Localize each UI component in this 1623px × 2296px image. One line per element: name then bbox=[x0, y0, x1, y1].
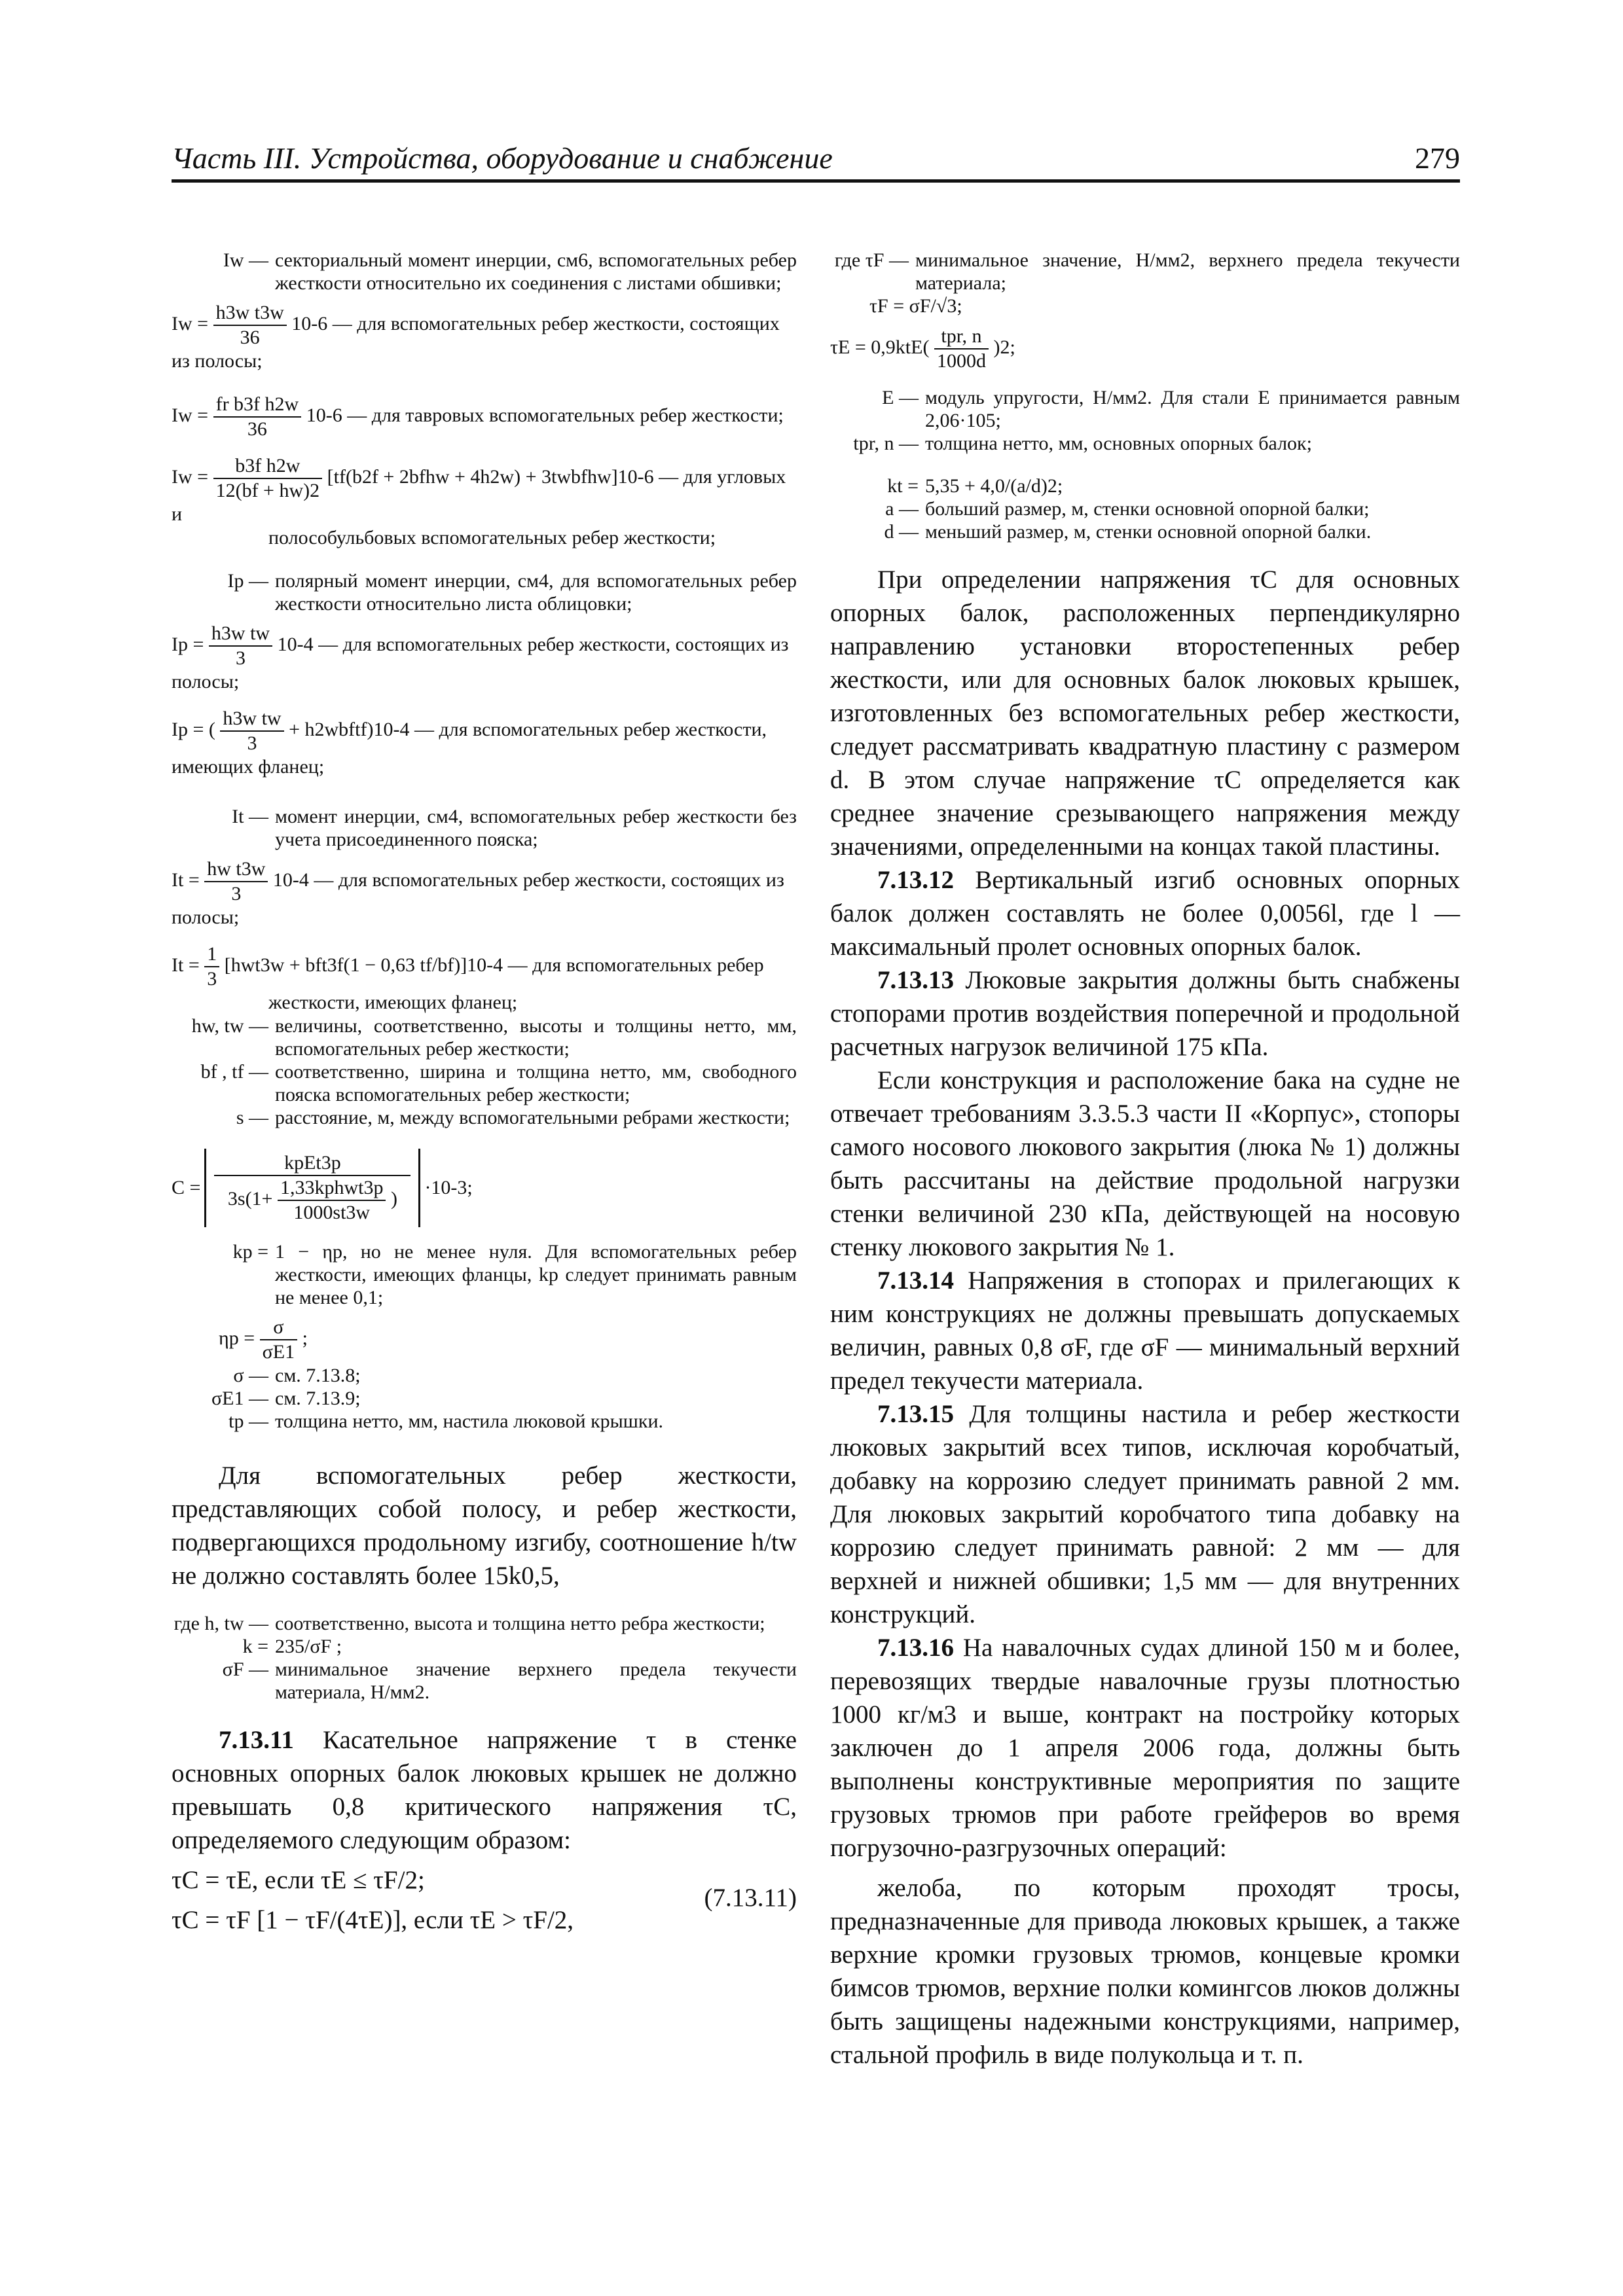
definition: σE1 — см. 7.13.9; bbox=[211, 1388, 361, 1409]
right-column bbox=[830, 249, 1460, 2072]
page-number: 279 bbox=[1415, 141, 1460, 175]
definition: kp = 1 − ηp, но не менее нуля. Для вспомогательных ребер жесткости, имеющих фланцы, kp следует принимать равным не менее 0,1; bbox=[232, 1241, 797, 1308]
formula-eta: ηp = $\frac{\sigma}{\sigma E1}$ ; bbox=[219, 1316, 308, 1363]
formula-continuation: жесткости, имеющих фланец; bbox=[268, 992, 518, 1013]
definition: E — модуль упругости, Н/мм2. Для стали E принимается равным 2,06·105; bbox=[882, 387, 1460, 431]
formula-ip-strip: Ip = $\frac{\text{h3w tw}}{3}$ 10-4 — для вспомогательных ребер жесткости, состоящих из полосы; bbox=[172, 622, 789, 692]
body-paragraph: При определении напряжения τC для основных опорных балок, расположенных перпендикулярно направлению установки второстепенных ребер жесткости, или для основных балок люковых крышек, изготовленных без вспомогательных ребер жесткости, следует рассматривать квадратную пластину с размером d. В этом случае напряжение τC определяется как среднее значение срезывающего напряжения между значениями, определенными на концах такой пластины. bbox=[830, 565, 1460, 861]
section-paragraph: 7.13.15 Для толщины настила и ребер жесткости люковых закрытий всех типов, исключая коробчатый, добавку на коррозию следует принимать равной 2 мм. Для люковых закрытий коробчатого типа добавку на коррозию следует принимать равной: 2 мм — для верхней и нижней обшивки; 1,5 мм — для внутренних конструкций. bbox=[830, 1400, 1461, 1628]
definition: где h, tw — соответственно, высота и толщина нетто ребра жесткости; bbox=[173, 1613, 765, 1634]
definition: hw, tw — величины, соответственно, высоты и толщины нетто, мм, вспомогательных ребер жесткости; bbox=[191, 1015, 797, 1060]
definition: a — больший размер, м, стенки основной опорной балки; bbox=[885, 498, 1370, 520]
definition: kt = 5,35 + 4,0/(a/d)2; bbox=[887, 475, 1063, 497]
formula-tau-f: τF = σF/√3; bbox=[869, 295, 962, 317]
section-number: 7.13.16 bbox=[877, 1634, 954, 1662]
formula-tau-e: τE = 0,9ktE( tpr, n 1000d )2; bbox=[830, 325, 1015, 372]
definition: σ — см. 7.13.8; bbox=[233, 1365, 361, 1386]
section-paragraph: 7.13.12 Вертикальный изгиб основных опорных балок должен составлять не более 0,0056l, где l — максимальный пролет основных опорных балок. bbox=[830, 866, 1460, 961]
definition: где τF — минимальное значение, Н/мм2, верхнего предела текучести материала; bbox=[834, 249, 1460, 294]
formula-iw-tee: Iw = $\frac{\text{fr b3f h2w}}{36}$ 10-6 — для тавровых вспомогательных ребер жесткости; bbox=[172, 393, 784, 440]
body-paragraph: Для вспомогательных ребер жесткости, представляющих собой полосу, и ребер жесткости, подвергающихся продольному изгибу, соотношение h/tw не должно составлять более 15k0,5, bbox=[172, 1462, 797, 1590]
section-number: 7.13.12 bbox=[877, 866, 954, 894]
section-number: 7.13.15 bbox=[877, 1400, 954, 1428]
definition: d — меньший размер, м, стенки основной опорной балки. bbox=[884, 521, 1372, 543]
section-paragraph: 7.13.16 На навалочных судах длиной 150 м и более, перевозящих твердые навалочные грузы плотностью 1000 кг/м3 и выше, контракт на постройку которых заключен до 1 апреля 2006 года, должны быть выполнены конструктивные мероприятия по защите грузовых трюмов при работе грейферов во время погрузочно-разгрузочных операций: bbox=[830, 1634, 1461, 1862]
definition: tpr, n — толщина нетто, мм, основных опорных балок; bbox=[853, 433, 1312, 454]
section-paragraph: 7.13.11 Касательное напряжение τ в стенке основных опорных балок люковых крышек не должно превышать 0,8 критического напряжения τC, определяемого следующим образом: bbox=[172, 1726, 797, 1854]
definition: tp — толщина нетто, мм, настила люковой крышки. bbox=[228, 1410, 664, 1432]
formula-iw-angle: Iw = $\frac{\text{b3f h2w}}{12(bf + hw)2}$ [tf(b2f + 2bfhw + 4h2w) + 3twbfhw]10-6 — для угловых и bbox=[172, 455, 786, 525]
formula-tau: τC = τE, если τE ≤ τF/2; τC = τF [1 − τF/(4τE)], если τE > τF/2, (7.13.11) bbox=[172, 1866, 797, 1934]
section-paragraph: 7.13.13 Люковые закрытия должны быть снабжены стопорами против воздействия поперечной и продольной расчетных нагрузок величиной 175 кПа. bbox=[830, 966, 1460, 1061]
section-paragraph: 7.13.14 Напряжения в стопорах и прилегающих к ним конструкциях не должны превышать допускаемых величин, равных 0,8 σF, где σF — минимальный верхний предел текучести материала. bbox=[830, 1266, 1460, 1395]
formula-ip-flange: Ip = ( $\frac{\text{h3w tw}}{3}$ + h2wbftf)10-4 — для вспомогательных ребер жесткости, имеющих фланец; bbox=[172, 708, 767, 778]
body-paragraph: желоба, по которым проходят тросы, предназначенные для привода люковых крышек, а также верхние кромки грузовых трюмов, концевые кромки бимсов трюмов, верхние полки комингсов люков должны быть защищены надежными конструкциями, например, стальной профиль в виде полукольца и т. п. bbox=[830, 1874, 1460, 2069]
formula-it-strip: It = $\frac{\text{hw t3w}}{3}$ 10-4 — для вспомогательных ребер жесткости, состоящих из полосы; bbox=[172, 858, 784, 928]
definition: k = 235/σF ; bbox=[242, 1636, 342, 1657]
definition: Iw — секториальный момент инерции, см6, вспомогательных ребер жесткости относительно их соединения с листами обшивки; bbox=[223, 249, 797, 294]
running-header bbox=[172, 141, 1460, 183]
section-number: 7.13.14 bbox=[877, 1266, 954, 1295]
formula-iw-strip: Iw = $\frac{\text{h3w t3w}}{36}$ 10-6 — для вспомогательных ребер жесткости, состоящих из полосы; bbox=[172, 302, 780, 372]
definition: It — момент инерции, см4, вспомогательных ребер жесткости без учета присоединенного пояска; bbox=[232, 806, 797, 850]
formula-continuation: полособульбовых вспомогательных ребер жесткости; bbox=[268, 527, 716, 548]
header-title: Часть III. Устройства, оборудование и снабжение bbox=[172, 141, 833, 175]
formula-it-flange: It = $\frac{1}{3}$ [hwt3w + bft3f(1 − 0,63 tf/bf)]10-4 — для вспомогательных ребер bbox=[172, 943, 764, 990]
formula-c: C = kpEt3p 3s(1+ 1,33kphwt3p 1000st3w ) ·10-3; bbox=[172, 1149, 797, 1227]
section-number: 7.13.11 bbox=[219, 1726, 294, 1754]
body-paragraph: Если конструкция и расположение бака на судне не отвечает требованиям 3.3.5.3 части II «Корпус», стопоры самого носового люкового закрытия (люка № 1) должны быть рассчитаны на действие продольной нагрузки стенки величиной 230 кПа, действующей на носовую стенку люкового закрытия № 1. bbox=[830, 1066, 1460, 1261]
definition: σF — минимальное значение верхнего предела текучести материала, Н/мм2. bbox=[222, 1659, 797, 1703]
definition: Ip — полярный момент инерции, см4, для вспомогательных ребер жесткости относительно листа облицовки; bbox=[227, 570, 797, 615]
left-column bbox=[172, 249, 797, 1937]
definition: bf , tf — соответственно, ширина и толщина нетто, мм, свободного пояска вспомогательных ребер жесткости; bbox=[200, 1061, 797, 1105]
equation-number: (7.13.11) bbox=[704, 1884, 797, 1912]
section-number: 7.13.13 bbox=[877, 966, 954, 994]
definition: s — расстояние, м, между вспомогательными ребрами жесткости; bbox=[236, 1107, 790, 1128]
